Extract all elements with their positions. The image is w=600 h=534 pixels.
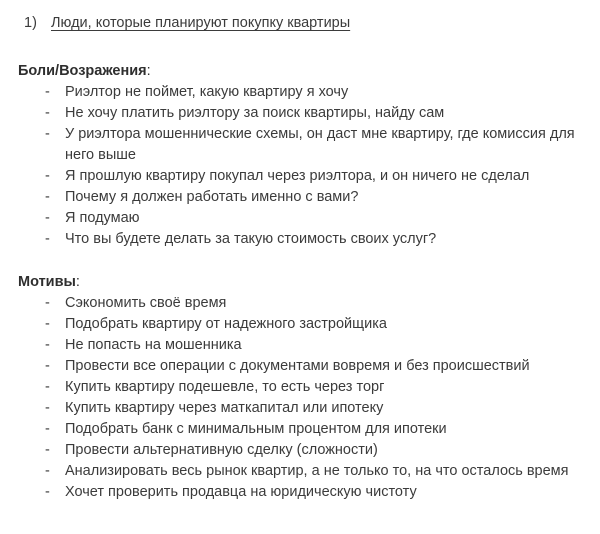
- numbered-heading-number: 1): [24, 15, 37, 31]
- list-item-text: У риэлтора мошеннические схемы, он даст мне квартиру, где комиссия для него выше: [65, 126, 575, 163]
- list-item-text: Я подумаю: [65, 210, 140, 226]
- list-item: [0, 419, 600, 440]
- dash-bullet-icon: -: [45, 231, 50, 247]
- list-item: [0, 377, 600, 398]
- list-item-text: Не попасть на мошенника: [65, 337, 242, 353]
- list-item-text: Риэлтор не поймет, какую квартиру я хочу: [65, 84, 349, 100]
- list-item: [0, 124, 600, 166]
- list-item-text: Не хочу платить риэлтору за поиск квартиры, найду сам: [65, 105, 445, 121]
- dash-bullet-icon: -: [45, 337, 50, 353]
- list-item-text: Что вы будете делать за такую стоимость своих услуг?: [65, 231, 437, 247]
- dash-bullet-icon: -: [45, 358, 50, 374]
- list-item-text: Почему я должен работать именно с вами?: [65, 189, 359, 205]
- list-item: [0, 398, 600, 419]
- list-item: [0, 461, 600, 482]
- list-item-text: Анализировать весь рынок квартир, а не только то, на что осталось время: [65, 463, 569, 479]
- dash-bullet-icon: -: [45, 168, 50, 184]
- dash-bullet-icon: -: [45, 400, 50, 416]
- section-heading-motives-label: Мотивы: [18, 274, 76, 290]
- numbered-heading-text: Люди, которые планируют покупку квартиры: [51, 15, 351, 31]
- list-item: [0, 229, 600, 250]
- dash-bullet-icon: -: [45, 316, 50, 332]
- list-item-text: Купить квартиру подешевле, то есть через торг: [65, 379, 385, 395]
- dash-bullet-icon: -: [45, 421, 50, 437]
- dash-bullet-icon: -: [45, 189, 50, 205]
- list-item: [0, 314, 600, 335]
- list-item-text: Сэкономить своё время: [65, 295, 227, 311]
- dash-bullet-icon: -: [45, 463, 50, 479]
- list-item-text: Провести все операции с документами вовремя и без происшествий: [65, 358, 530, 374]
- list-item-text: Купить квартиру через маткапитал или ипотеку: [65, 400, 384, 416]
- section-heading-motives: [0, 272, 600, 293]
- list-item-text: Я прошлую квартиру покупал через риэлтора, и он ничего не сделал: [65, 168, 530, 184]
- section-heading-pains-colon: :: [146, 63, 151, 79]
- list-item: [0, 208, 600, 229]
- list-item: [0, 82, 600, 103]
- list-item-text: Подобрать квартиру от надежного застройщика: [65, 316, 387, 332]
- spacer: [0, 34, 600, 61]
- list-item: [0, 482, 600, 503]
- dash-bullet-icon: -: [45, 84, 50, 100]
- dash-bullet-icon: -: [45, 126, 50, 142]
- dash-bullet-icon: -: [45, 379, 50, 395]
- pains-list: [0, 82, 600, 250]
- section-heading-pains: [0, 61, 600, 82]
- spacer: [0, 250, 600, 272]
- list-item: [0, 335, 600, 356]
- section-heading-motives-colon: :: [75, 274, 80, 290]
- dash-bullet-icon: -: [45, 210, 50, 226]
- section-heading-pains-label: Боли/Возражения: [18, 63, 147, 79]
- list-item: [0, 187, 600, 208]
- list-item: [0, 293, 600, 314]
- list-item: [0, 440, 600, 461]
- dash-bullet-icon: -: [45, 484, 50, 500]
- motives-list: [0, 293, 600, 503]
- list-item: [0, 103, 600, 124]
- list-item: [0, 356, 600, 377]
- list-item-text: Провести альтернативную сделку (сложности): [65, 442, 378, 458]
- list-item-text: Хочет проверить продавца на юридическую чистоту: [65, 484, 417, 500]
- list-item: [0, 166, 600, 187]
- dash-bullet-icon: -: [45, 105, 50, 121]
- list-item-text: Подобрать банк с минимальным процентом для ипотеки: [65, 421, 447, 437]
- numbered-heading: [0, 0, 600, 34]
- dash-bullet-icon: -: [45, 442, 50, 458]
- dash-bullet-icon: -: [45, 295, 50, 311]
